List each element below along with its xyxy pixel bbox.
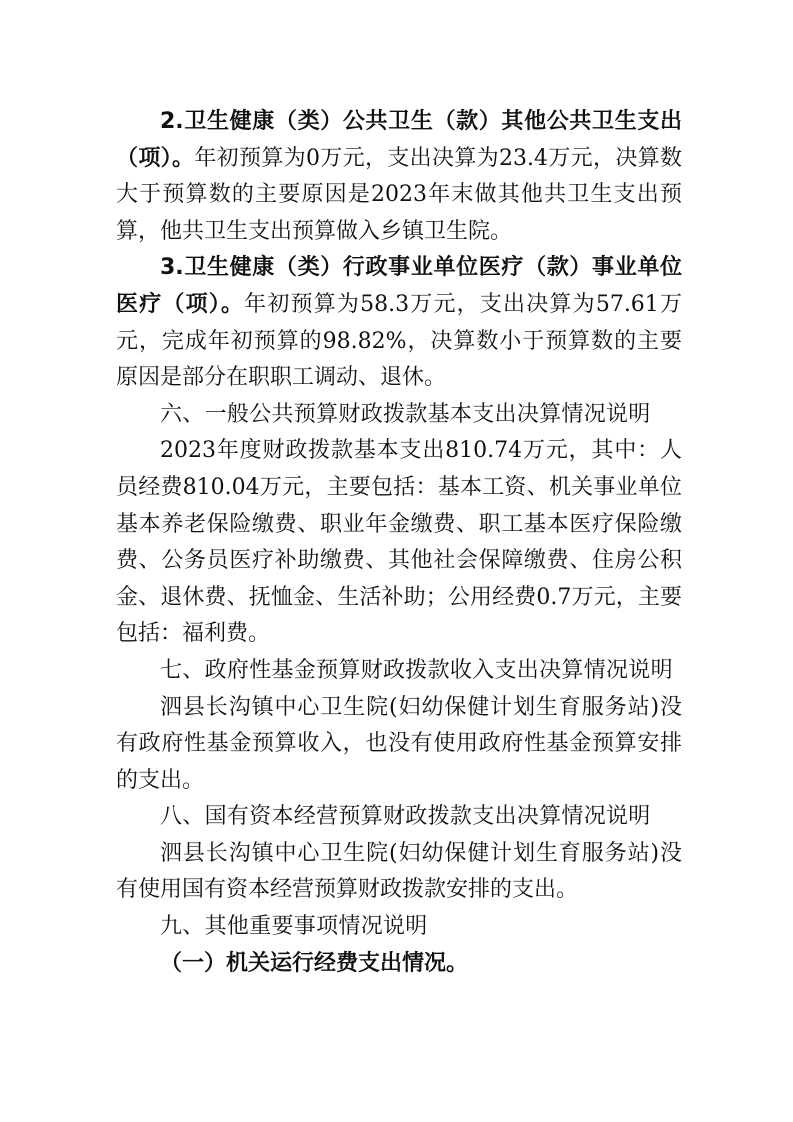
section-heading-9: 九、其他重要事项情况说明	[160, 914, 428, 940]
paragraph-lead: 2.卫生健康（类）公共卫生（款）其他公共卫生支出（项）。	[116, 109, 682, 171]
paragraph-lead: 3.卫生健康（类）行政事业单位医疗（款）事业单位医疗（项）。	[116, 255, 682, 317]
section-heading-7: 七、政府性基金预算财政拨款收入支出决算情况说明	[160, 657, 673, 683]
paragraph-government-fund: 泗县长沟镇中心卫生院(妇幼保健计划生育服务站)没有政府性基金预算收入，也没有使用政府性基金预算安排的支出。	[116, 694, 682, 793]
section-heading-6: 六、一般公共预算财政拨款基本支出决算情况说明	[160, 401, 651, 427]
paragraph-public-health-other	[116, 104, 682, 250]
paragraph-text: 年初预算为0万元，支出决算为23.4万元，决算数大于预算数的主要原因是2023年末做其他共卫生支出预算，他共卫生支出预算做入乡镇卫生院。	[116, 145, 682, 244]
paragraph-text: 年初预算为58.3万元，支出决算为57.61万元，完成年初预算的98.82%，决算数小于预算数的主要原因是部分在职职工调动、退休。	[116, 291, 682, 391]
paragraph-basic-expenditure: 2023年度财政拨款基本支出810.74万元，其中：人员经费810.04万元，主要包括：基本工资、机关事业单位基本养老保险缴费、职业年金缴费、职工基本医疗保险缴费、公务员医疗补助缴费、其他社会保障缴费、住房公积金、退休费、抚恤金、生活补助；公用经费0.7万元，主要包括：福利费。	[116, 438, 682, 647]
document-body	[116, 104, 682, 982]
paragraph-institution-medical	[116, 250, 682, 396]
paragraph-state-capital: 泗县长沟镇中心卫生院(妇幼保健计划生育服务站)没有使用国有资本经营预算财政拨款安排的支出。	[116, 840, 682, 903]
subsection-heading-9-1: （一）机关运行经费支出情况。	[160, 950, 469, 976]
section-heading-8: 八、国有资本经营预算财政拨款支出决算情况说明	[160, 804, 651, 830]
